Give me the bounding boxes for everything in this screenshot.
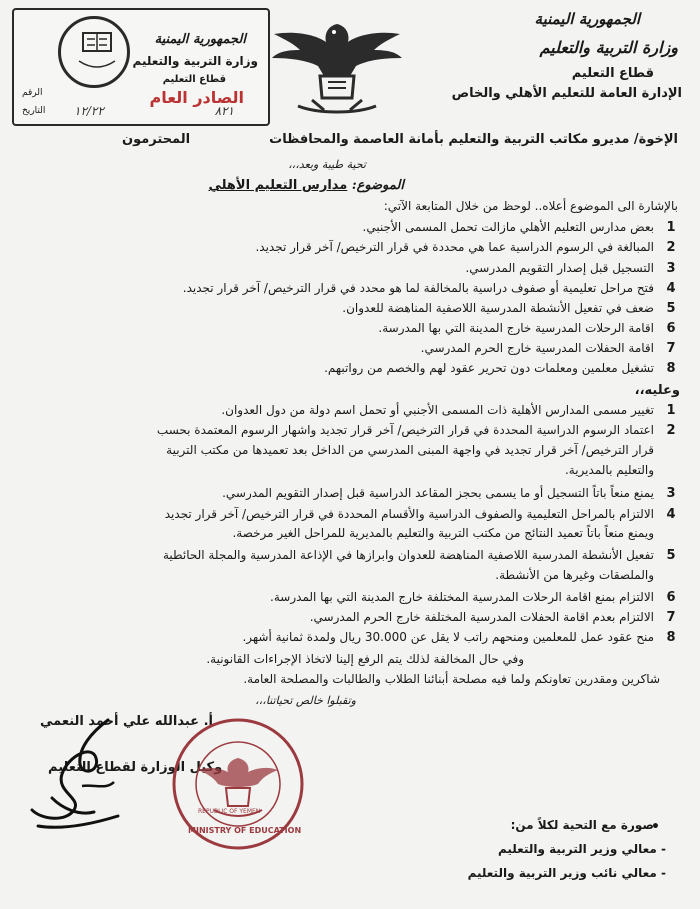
signatory-title: وكيل الوزارة لقطاع التعليم bbox=[48, 760, 223, 775]
bullet-icon: • bbox=[651, 819, 660, 835]
observation-item: 7 اقامة الحفلات المدرسية خارج الحرم المدرسي. bbox=[420, 341, 676, 356]
observation-item: 5 ضعف في تفعيل الأنشطة المدرسية اللاصفية المناهضة للعدوان. bbox=[342, 301, 676, 316]
directive-item-continued: ويمنع منعاً باتاً تعميد النتائج من مكتب التربية والتعليم بالمديرية للمراحل الغير مرخصة. bbox=[232, 526, 654, 540]
stamp-sector: قطاع التعليم bbox=[162, 74, 226, 85]
signatory-name: أ. عبدالله علي أحمد النعمي bbox=[40, 714, 213, 729]
directive-item: 6 الالتزام بمنع اقامة الرحلات المدرسية المختلفة خارج المدينة التي بها المدرسة. bbox=[270, 590, 676, 605]
observation-item: 1 بعض مدارس التعليم الأهلي مازالت تحمل المسمى الأجنبي. bbox=[362, 220, 676, 235]
therefore-label: وعليه،، bbox=[634, 383, 680, 398]
subject-label: الموضوع: bbox=[351, 178, 404, 193]
stamp-ministry: وزارة التربية والتعليم bbox=[132, 54, 258, 68]
observation-item: 6 اقامة الرحلات المدرسية خارج المدينة التي بها المدرسة. bbox=[378, 321, 676, 336]
seal-text-ministry: MINISTRY OF EDUCATION bbox=[188, 826, 302, 835]
addressee-line: الإخوة/ مديرو مكاتب التربية والتعليم بأمانة العاصمة والمحافظات bbox=[269, 132, 678, 147]
directive-item: 1 تغيير مسمى المدارس الأهلية ذات المسمى الأجنبي أو تحمل اسم دولة من دول العدوان. bbox=[221, 403, 676, 418]
greeting: تحية طيبة وبعد،،، bbox=[288, 158, 366, 171]
directive-item: 2 اعتماد الرسوم الدراسية المحددة في قرار الترخيص/ آخر قرار تجديد واشهار الرسوم المعتمدة بحسب bbox=[156, 423, 676, 438]
header-ministry: وزارة التربية والتعليم bbox=[539, 38, 678, 57]
stamp-republic: الجمهورية اليمنية bbox=[154, 32, 246, 47]
subject-line bbox=[208, 178, 404, 193]
handwritten-signature bbox=[22, 712, 142, 842]
yemen-eagle-emblem-icon bbox=[268, 14, 406, 120]
directive-item: 7 الالتزام بعدم اقامة الحفلات المدرسية المختلفة خارج الحرم المدرسي. bbox=[309, 610, 676, 625]
seal-text-republic: REPUBLIC OF YEMEN bbox=[198, 808, 261, 815]
ministry-seal-stamp bbox=[164, 714, 312, 854]
outgoing-registry-stamp bbox=[12, 8, 270, 126]
observation-item: 3 التسجيل قبل إصدار التقويم المدرسي. bbox=[465, 261, 676, 276]
header-department: الإدارة العامة للتعليم الأهلي والخاص bbox=[451, 86, 682, 101]
observation-item: 8 تشغيل معلمين ومعلمات دون تحرير عقود لهم والخصم من رواتبهم. bbox=[324, 361, 676, 376]
ministry-round-seal-icon bbox=[58, 16, 130, 88]
stamp-date-value: ١٢/٢٢ bbox=[74, 104, 104, 118]
header-sector: قطاع التعليم bbox=[571, 66, 654, 81]
copy-recipient: - معالي نائب وزير التربية والتعليم bbox=[467, 866, 666, 880]
stamp-date-label: التاريخ bbox=[22, 106, 46, 116]
addressee-honorific: المحترمون bbox=[122, 132, 191, 147]
directive-item-continued: والملصقات وغيرها من الأنشطة. bbox=[495, 568, 654, 582]
intro-text: بالإشارة الى الموضوع أعلاه.. لوحظ من خلال المتابعة الآتي: bbox=[383, 199, 678, 213]
violation-note: وفي حال المخالفة لذلك يتم الرفع إلينا لاتخاذ الإجراءات القانونية. bbox=[206, 652, 524, 666]
directive-item: 8 منح عقود عمل للمعلمين ومنحهم راتب لا يقل عن 30.000 ريال ولمدة ثمانية أشهر. bbox=[242, 630, 676, 645]
directive-item-continued: والتعليم بالمديرية. bbox=[564, 463, 654, 477]
directive-item: 3 يمنع منعاً باتاً التسجيل أو ما يسمى بحجز المقاعد الدراسية قبل إصدار التقويم المدرسي. bbox=[222, 486, 676, 501]
directive-item: 4 الالتزام بالمراحل التعليمية والصفوف الدراسية والأقسام المحددة في قرار الترخيص/ آخر قرار تجديد bbox=[164, 507, 676, 522]
stamp-outgoing-label: الصادر العام bbox=[149, 88, 244, 107]
copies-label: صورة مع التحية لكلاً من: bbox=[510, 818, 654, 832]
stamp-ref-label: الرقم bbox=[22, 88, 43, 98]
observation-item: 2 المبالغة في الرسوم الدراسية عما هي محددة في قرار الترخيص/ آخر قرار تجديد. bbox=[255, 240, 676, 255]
stamp-ref-value: ٨٢١ bbox=[214, 104, 234, 118]
observation-item: 4 فتح مراحل تعليمية أو صفوف دراسية بالمخالفة لما هو محدد في قرار الترخيص/ آخر قرار تجديد. bbox=[182, 281, 676, 296]
directive-item: 5 تفعيل الأنشطة المدرسية اللاصفية المناهضة للعدوان وابرازها في الإذاعة المدرسية والمجلة الحائطية bbox=[162, 548, 676, 563]
header-republic: الجمهورية اليمنية bbox=[534, 10, 640, 28]
directive-item-continued: قرار الترخيص/ آخر قرار تجديد في واجهة المبنى المدرسي من الداخل بعد تعميدها من مكتب التربية bbox=[166, 443, 654, 457]
copy-recipient: - معالي وزير التربية والتعليم bbox=[497, 842, 666, 856]
thanks-paragraph: شاكرين ومقدرين تعاونكم ولما فيه مصلحة أبنائنا الطلاب والطالبات والمصلحة العامة. bbox=[243, 672, 660, 686]
closing-line: وتقبلوا خالص تحياتنا،،، bbox=[255, 694, 356, 707]
subject-text: مدارس التعليم الأهلي bbox=[208, 178, 348, 193]
